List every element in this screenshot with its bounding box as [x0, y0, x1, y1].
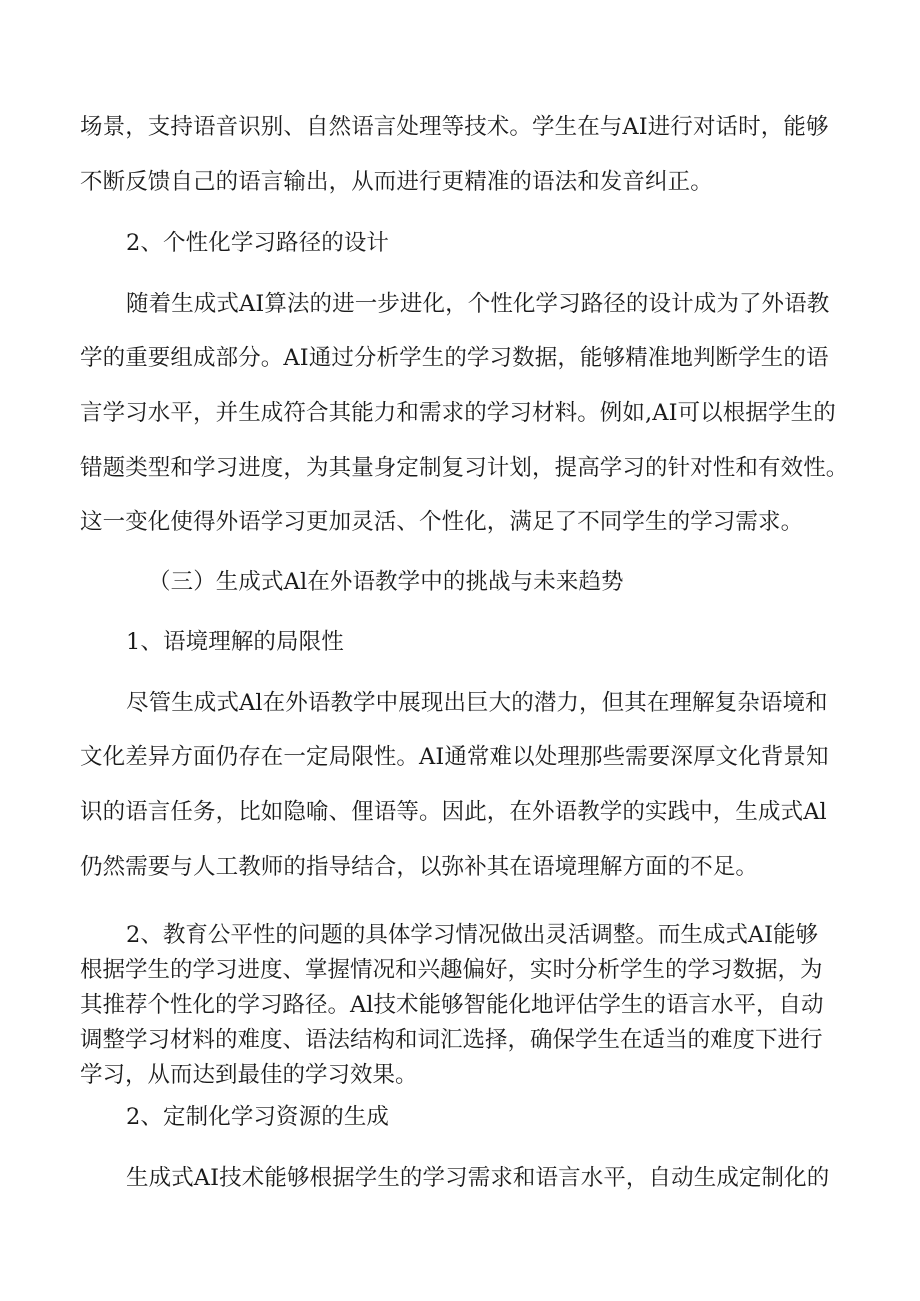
section-heading: 1、语境理解的局限性: [126, 629, 344, 655]
chapter-heading: （三）生成式Al在外语教学中的挑战与未来趋势: [148, 569, 624, 595]
paragraph-line: 调整学习材料的难度、语法结构和词汇选择，确保学生在适当的难度下进行: [80, 1027, 823, 1053]
paragraph-line: 其推荐个性化的学习路径。Al技术能够智能化地评估学生的语言水平，自动: [80, 992, 824, 1018]
paragraph-line: 场景，支持语音识别、自然语言处理等技术。学生在与AI进行对话时，能够: [80, 114, 829, 140]
paragraph-line: 不断反馈自己的语言输出，从而进行更精准的语法和发音纠正。: [80, 169, 713, 195]
paragraph-line: 根据学生的学习进度、掌握情况和兴趣偏好，实时分析学生的学习数据，为: [80, 957, 823, 983]
paragraph-line: 学习，从而达到最佳的学习效果。: [80, 1062, 418, 1088]
paragraph-line: 这一变化使得外语学习更加灵活、个性化，满足了不同学生的学习需求。: [80, 509, 804, 535]
paragraph-line: 文化差异方面仍存在一定局限性。AI通常难以处理那些需要深厚文化背景知: [80, 744, 829, 770]
paragraph-line: 随着生成式AI算法的进一步进化，个性化学习路径的设计成为了外语教: [126, 291, 830, 317]
paragraph-line: 言学习水平，并生成符合其能力和需求的学习材料。例如,AI可以根据学生的: [80, 400, 836, 426]
section-heading: 2、定制化学习资源的生成: [126, 1104, 390, 1130]
paragraph-line: 尽管生成式Al在外语教学中展现出巨大的潜力，但其在理解复杂语境和: [126, 690, 828, 716]
section-heading: 2、个性化学习路径的设计: [126, 230, 390, 256]
paragraph-line: 识的语言任务，比如隐喻、俚语等。因此，在外语教学的实践中，生成式Al: [80, 799, 827, 825]
paragraph-line: 2、教育公平性的问题的具体学习情况做出灵活调整。而生成式AI能够: [126, 922, 818, 948]
paragraph-line: 学的重要组成部分。AI通过分析学生的学习数据，能够精准地判断学生的语: [80, 345, 829, 371]
paragraph-line: 生成式AI技术能够根据学生的学习需求和语言水平，自动生成定制化的: [126, 1165, 830, 1191]
paragraph-line: 错题类型和学习进度，为其量身定制复习计划，提高学习的针对性和有效性。: [80, 455, 849, 481]
paragraph-line: 仍然需要与人工教师的指导结合，以弥补其在语境理解方面的不足。: [80, 854, 759, 880]
